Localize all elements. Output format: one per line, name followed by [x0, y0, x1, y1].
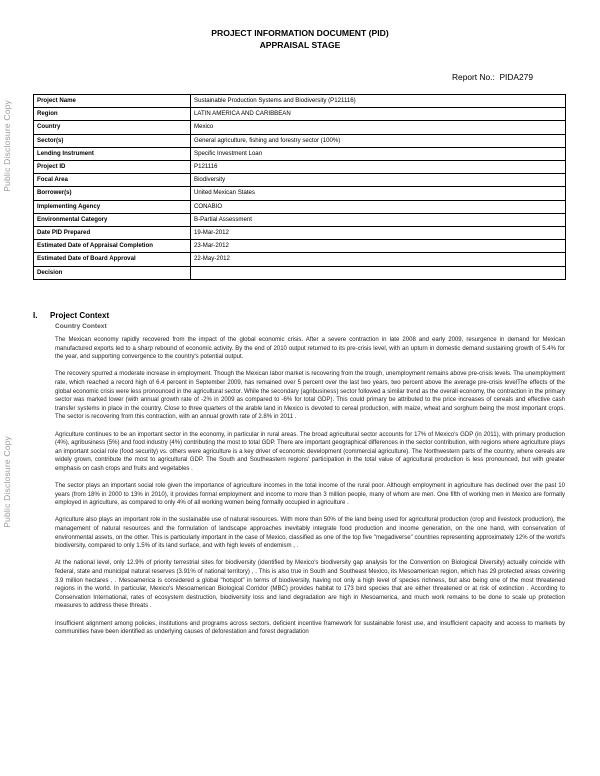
info-label: Implementing Agency [34, 200, 191, 213]
report-number-label: Report No.: [451, 72, 495, 82]
section-number: I. [33, 311, 38, 320]
info-label: Borrower(s) [34, 187, 191, 200]
info-row [34, 108, 566, 121]
document-title [0, 28, 600, 51]
info-label: Sector(s) [34, 134, 191, 147]
section-heading [33, 311, 109, 320]
info-row [34, 187, 566, 200]
info-label: Estimated Date of Appraisal Completion [34, 240, 191, 253]
body-paragraph: Agriculture continues to be an important sector in the economy, in particular in rural areas. The broad agricultural sector accounts for 17% of Mexico's GDP (in 2011), with primary production (4%), agribusiness (5%) and food industry (4%) contributing the most to total GDP. There are important geographical differences in the sector contribution, with regions where agriculture plays an important social role (food security) vs. others were agriculture is a key driver of economic development (commercial agriculture). The Northwestern parts of the country, where cereals are widely grown, contribute the most to agricultural GDP. The South and Southeastern regions' participation in the total value of agricultural production is less pronounced, but with greater emphasis on cash crops and fruits and vegetables . [55, 431, 565, 472]
document-title-stage: APPRAISAL STAGE [259, 39, 341, 50]
info-row [34, 121, 566, 134]
report-number [452, 72, 533, 82]
info-row [34, 147, 566, 160]
body-paragraph: Insufficient alignment among policies, institutions and programs across sectors, deficient incentive framework for sustainable forest use, and insufficient capacity and access to markets by communities have been identified as underlying causes of deforestation and forest degradation [55, 620, 565, 636]
info-row [34, 174, 566, 187]
watermark-public-disclosure: Public Disclosure Copy [2, 436, 12, 528]
info-value: Mexico [191, 121, 566, 134]
info-row [34, 95, 566, 108]
info-label: Lending Instrument [34, 147, 191, 160]
info-value: Sustainable Production Systems and Biodiversity (P121116) [191, 95, 566, 108]
info-label: Project Name [34, 95, 191, 108]
info-value: 22-May-2012 [191, 253, 566, 266]
info-value: 23-Mar-2012 [191, 240, 566, 253]
report-number-value: PIDA279 [499, 72, 533, 82]
info-row [34, 266, 566, 279]
info-label: Focal Area [34, 174, 191, 187]
project-info-table [33, 94, 566, 280]
info-row [34, 253, 566, 266]
info-label: Country [34, 121, 191, 134]
info-row [34, 134, 566, 147]
document-title-main: PROJECT INFORMATION DOCUMENT (PID) [211, 28, 389, 38]
body-paragraph: At the national level, only 12.9% of priority terrestrial sites for biodiversity (identified by Mexico's biodiversity gap analysis for the Convention on Biological Diversity) actually coincide with federal, state and municipal natural reserves (3.91% of national territory) , . This is also true in South and Southeast Mexico, its Mesoamerican region, which has 29 protected areas covering 3.9 million hectares , . Mesoamerica is considered a global "hotspot" in terms of biodiversity, having not only a high level of species richness, but also being one of the most threatened regions in the world. In particular, Mexico's Mesoamerican Biological Corridor (MBC) provides habitat to 173 bird species that are either threatened or at risk of extinction . According to Conservation International, rates of ecosystem destruction, biodiversity loss and land degradation are high in Mesoamerica, and much work remains to be done to scale up protection measures to address these threats . [55, 560, 565, 610]
info-value: Biodiversity [191, 174, 566, 187]
info-label: Environmental Category [34, 213, 191, 226]
section-body [55, 336, 565, 645]
info-label: Date PID Prepared [34, 227, 191, 240]
body-paragraph: The recovery spurred a moderate increase in employment. Though the Mexican labor market is recovering from the trough, unemployment remains above pre-crisis levels. The unemployment rate, which reached a record high of 6.4 percent in September 2009, has remained over 5 percent over the last two years, two percent above the average pre-crisis levelThe effects of the global economic crisis were less pronounced in the agricultural sector. While the secondary (agribusiness) sector followed a similar trend as the overall economy, the contraction in the primary sector was marked lower (with annual growth rate of -2% in 2009 as compared to -6% for total GDP). This could primary be attributed to the price increases of cereals and effective cash transfer systems in place in the country. Close to three quarters of the arable land in Mexico is devoted to cereal production, with maize, wheat and sorghum being the most important crops. The sector is recovering from this contraction, with an annual growth rate of 2.8% in 2011 . [55, 371, 565, 421]
info-row [34, 161, 566, 174]
body-paragraph: The sector plays an important social role given the importance of agriculture incomes in the total income of the rural poor. Although employment in agriculture has declined over the past 10 years (from 18% in 2000 to 13% in 2010), it provides formal employment and income to more than 3 million people, many of whom are men. One fifth of working men in Mexico are formally employed in agriculture, as compared to only 4% of all working women being formally occupied in agriculture . [55, 483, 565, 507]
watermark-public-disclosure: Public Disclosure Copy [2, 100, 12, 192]
info-label: Project ID [34, 161, 191, 174]
info-value [191, 266, 566, 279]
body-paragraph: The Mexican economy rapidly recovered from the impact of the global economic crisis. After a severe contraction in late 2008 and early 2009, resurgence in demand for Mexican manufactured exports led to a sharp rebound of economic activity. By the end of 2010 output returned to its pre-crisis level, with an upturn in domestic demand sustaining growth of 5.4% for the year, and supporting convergence to the country's potential output. [55, 337, 565, 361]
info-label: Estimated Date of Board Approval [34, 253, 191, 266]
info-value: 19-Mar-2012 [191, 227, 566, 240]
info-value: CONABIO [191, 200, 566, 213]
subsection-heading: Country Context [55, 323, 107, 330]
info-row [34, 200, 566, 213]
info-label: Region [34, 108, 191, 121]
section-title: Project Context [50, 311, 110, 320]
info-value: LATIN AMERICA AND CARIBBEAN [191, 108, 566, 121]
info-value: Specific Investment Loan [191, 147, 566, 160]
info-row [34, 240, 566, 253]
info-row [34, 213, 566, 226]
body-paragraph: Agriculture also plays an important role in the sustainable use of natural resources. With more than 50% of the land being used for agricultural production (crop and livestock production), the management of natural resources and the formulation of landscape approaches inevitably integrate food production and income generation, on the one hand, with conservation of environmental assets, on the other. This is particularly important in the case of Mexico, classified as one of the top five "megadiverse" countries representing approximately 12% of the world's biodiversity, compared to only 1.5% of its land surface, and with high levels of endemism , . [55, 517, 565, 550]
info-label: Decision [34, 266, 191, 279]
info-value: United Mexican States [191, 187, 566, 200]
info-value: General agriculture, fishing and forestry sector (100%) [191, 134, 566, 147]
info-value: P121116 [191, 161, 566, 174]
info-value: B-Partial Assessment [191, 213, 566, 226]
info-row [34, 227, 566, 240]
